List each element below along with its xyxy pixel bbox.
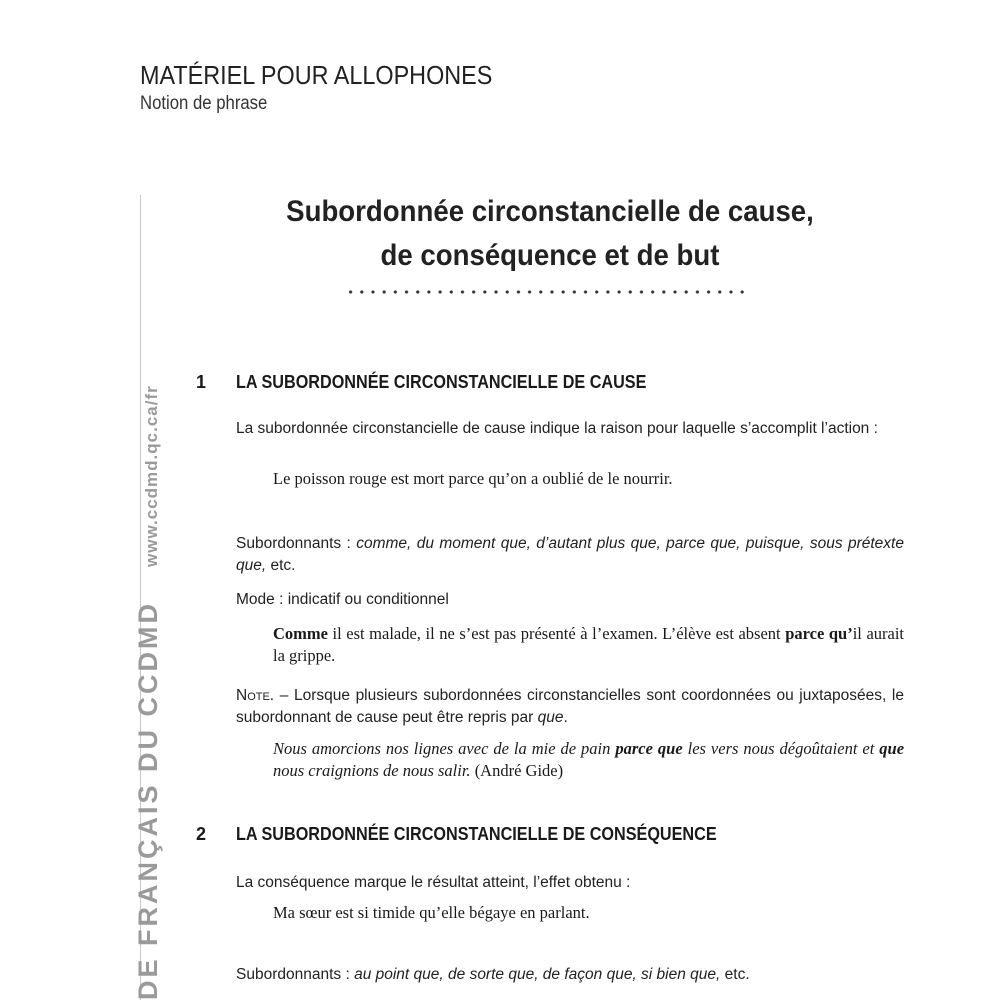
sidebar-url: www.ccdmd.qc.ca/fr xyxy=(142,385,161,567)
subordonnants-list: comme, du moment que, d’autant plus que, parce que, puisque, sous prétexte que, xyxy=(236,535,904,574)
note-text: – Lorsque plusieurs subordonnées circonstancielles sont coordonnées ou juxtaposées, le subordonnant de cause peut être repris par xyxy=(236,687,905,726)
section-2-subordonnants xyxy=(236,964,904,986)
title-dotted-rule xyxy=(345,290,750,294)
section-2-heading: LA SUBORDONNÉE CIRCONSTANCIELLE DE CONSÉQUENCE xyxy=(236,824,717,844)
section-1-quote xyxy=(273,738,904,782)
ex2-bold-parce-qu: parce qu’ xyxy=(785,624,853,643)
section-1-heading: LA SUBORDONNÉE CIRCONSTANCIELLE DE CAUSE xyxy=(236,372,647,392)
ex2-text-1: il est malade, il ne s’est pas présenté à l’examen. L’élève est absent xyxy=(332,624,781,643)
section-1-example-2 xyxy=(273,623,904,667)
section-1-definition: La subordonnée circonstancielle de cause indique la raison pour laquelle s’accomplit l’action : xyxy=(236,420,878,437)
section-1-number: 1 xyxy=(196,372,207,392)
sidebar-label: DE FRANÇAIS DU CCDMD xyxy=(133,601,163,1000)
quote-part-1: Nous amorcions nos lignes avec de la mie de pain xyxy=(273,739,611,758)
note-que: que xyxy=(537,709,564,726)
subordonnants-label: Subordonnants : xyxy=(236,535,351,552)
sidebar-credit xyxy=(133,385,164,1000)
quote-bold-parce-que: parce que xyxy=(615,739,683,758)
section-1-example: Le poisson rouge est mort parce qu’on a oublié de le nourrir. xyxy=(273,469,673,488)
subordonnants-list: au point que, de sorte que, de façon que, si bien que, xyxy=(354,966,721,983)
page-title-line-2: de conséquence et de but xyxy=(380,239,720,272)
note-label: Note. xyxy=(236,687,275,704)
subordonnants-etc: etc. xyxy=(724,966,750,983)
header-subtitle: Notion de phrase xyxy=(140,93,268,114)
quote-bold-que: que xyxy=(879,739,905,758)
subordonnants-label: Subordonnants : xyxy=(236,966,350,983)
section-2-definition: La conséquence marque le résultat atteint, l’effet obtenu : xyxy=(236,874,631,891)
quote-part-3: nous craignions de nous salir. xyxy=(273,761,471,780)
ex2-bold-comme: Comme xyxy=(273,624,328,643)
subordonnants-etc: etc. xyxy=(270,557,296,574)
section-1-note xyxy=(236,685,904,729)
section-1-mode: Mode : indicatif ou conditionnel xyxy=(236,591,449,608)
section-1-subordonnants xyxy=(236,533,904,577)
section-2-example: Ma sœur est si timide qu’elle bégaye en parlant. xyxy=(273,903,590,922)
section-2-number: 2 xyxy=(196,824,207,844)
header-title: MATÉRIEL POUR ALLOPHONES xyxy=(140,60,493,90)
quote-part-2: les vers nous dégoûtaient et xyxy=(687,739,875,758)
ex2-text-2: il aurait la grippe. xyxy=(273,624,905,665)
note-end: . xyxy=(563,709,568,726)
page-title xyxy=(230,190,870,278)
quote-author: (André Gide) xyxy=(474,761,564,780)
page-title-line-1: Subordonnée circonstancielle de cause, xyxy=(286,195,814,228)
